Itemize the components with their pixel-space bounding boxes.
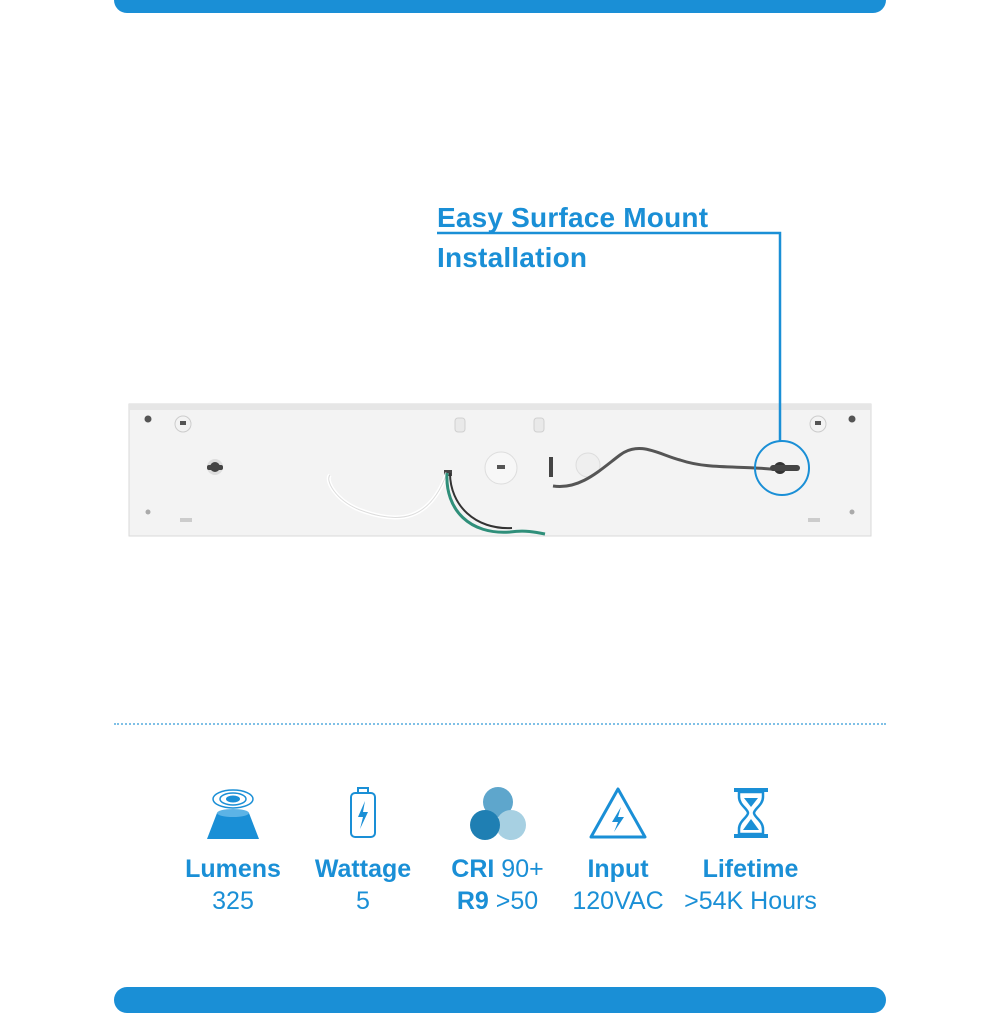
section-divider <box>114 723 886 725</box>
callout-line-1: Easy Surface Mount <box>437 202 709 233</box>
r9-value: >50 <box>495 887 539 915</box>
spec-input <box>568 785 668 917</box>
high-voltage-icon <box>587 785 649 841</box>
input-label: Input <box>587 855 649 883</box>
bottom-accent-bar <box>114 987 886 1013</box>
cri-label-row <box>440 853 555 885</box>
wattage-value: 5 <box>356 887 370 915</box>
lifetime-label: Lifetime <box>702 855 799 883</box>
spec-wattage <box>303 785 423 917</box>
wattage-label: Wattage <box>314 855 412 883</box>
spec-lifetime <box>678 785 823 917</box>
callout-line-2: Installation <box>437 242 588 273</box>
r9-row <box>440 885 555 917</box>
lifetime-value: >54K Hours <box>684 887 817 915</box>
spec-cri <box>440 785 555 917</box>
cri-label: CRI <box>451 855 495 883</box>
lumens-icon <box>203 785 263 841</box>
color-circles-icon <box>468 785 528 841</box>
r9-label: R9 <box>456 887 489 915</box>
hourglass-icon <box>731 785 771 841</box>
battery-icon <box>348 785 378 841</box>
lumens-value: 325 <box>212 887 254 915</box>
lumens-label: Lumens <box>185 855 281 883</box>
cri-value: 90+ <box>501 855 544 883</box>
callout-text <box>437 198 708 278</box>
spec-lumens <box>172 785 294 917</box>
input-value: 120VAC <box>572 887 664 915</box>
